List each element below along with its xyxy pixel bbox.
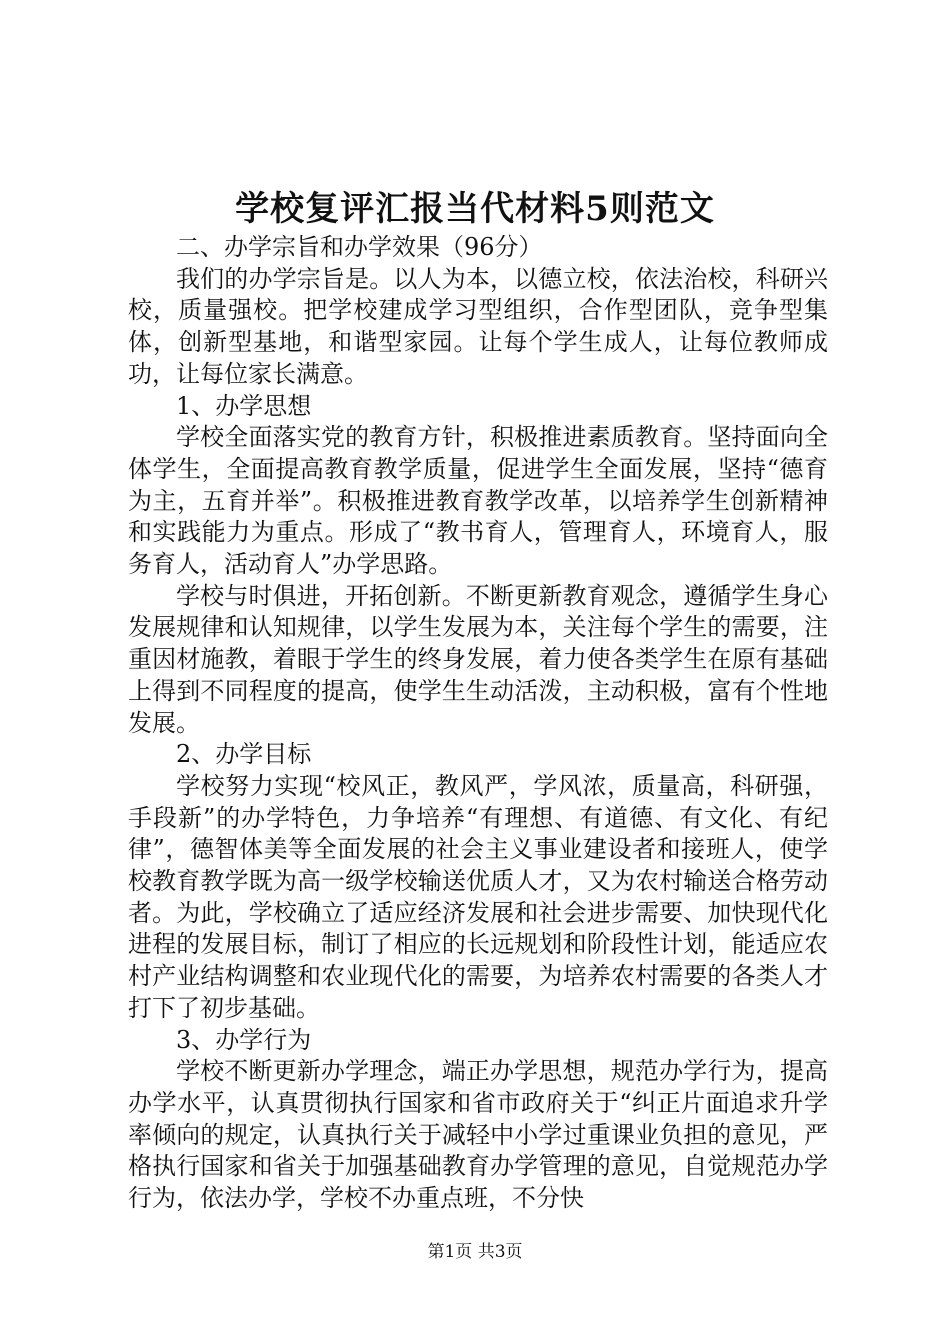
body-paragraph: 我们的办学宗旨是。以人为本，以德立校，依法治校，科研兴校，质量强校。把学校建成学习型组织，合作型团队，竞争型集体，创新型基地，和谐型家园。让每个学生成人，让每位教师成功，让每位家长满意。 — [128, 264, 828, 388]
page-indicator: 第1页 共3页 — [427, 1242, 523, 1262]
body-paragraph: 学校与时俱进，开拓创新。不断更新教育观念，遵循学生身心发展规律和认知规律，以学生发展为本，关注每个学生的需要，注重因材施教，着眼于学生的终身发展，着力使各类学生在原有基础上得到不同程度的提高，使学生生动活泼，主动积极，富有个性地发展。 — [128, 581, 828, 737]
subsection-heading: 1、办学思想 — [176, 391, 312, 420]
document-title: 学校复评汇报当代材料5则范文 — [235, 189, 715, 229]
subsection-heading: 3、办学行为 — [176, 1025, 312, 1054]
body-paragraph: 学校不断更新办学理念，端正办学思想，规范办学行为，提高办学水平，认真贯彻执行国家和省市政府关于“纠正片面追求升学率倾向的规定，认真执行关于减轻中小学过重课业负担的意见，严格执行国家和省关于加强基础教育办学管理的意见，自觉规范办学行为，依法办学，学校不办重点班，不分快 — [128, 1057, 828, 1213]
body-paragraph: 学校全面落实党的教育方针，积极推进素质教育。坚持面向全体学生，全面提高教育教学质量，促进学生全面发展，坚持“德育为主，五育并举”。积极推进教育教学改革，以培养学生创新精神和实践能力为重点。形成了“教书育人，管理育人，环境育人，服务育人，活动育人”办学思路。 — [128, 423, 828, 579]
section-heading: 二、办学宗旨和办学效果（96分） — [176, 233, 543, 261]
subsection-heading: 2、办学目标 — [176, 740, 312, 769]
document-body — [128, 232, 828, 1215]
body-paragraph: 学校努力实现“校风正，教风严，学风浓，质量高，科研强，手段新”的办学特色，力争培养“有理想、有道德、有文化、有纪律”，德智体美等全面发展的社会主义事业建设者和接班人，使学校教育教学既为高一级学校输送优质人才，又为农村输送合格劳动者。为此，学校确立了适应经济发展和社会进步需要、加快现代化进程的发展目标，制订了相应的长远规划和阶段性计划，能适应农村产业结构调整和农业现代化的需要，为培养农村需要的各类人才打下了初步基础。 — [128, 771, 828, 1022]
